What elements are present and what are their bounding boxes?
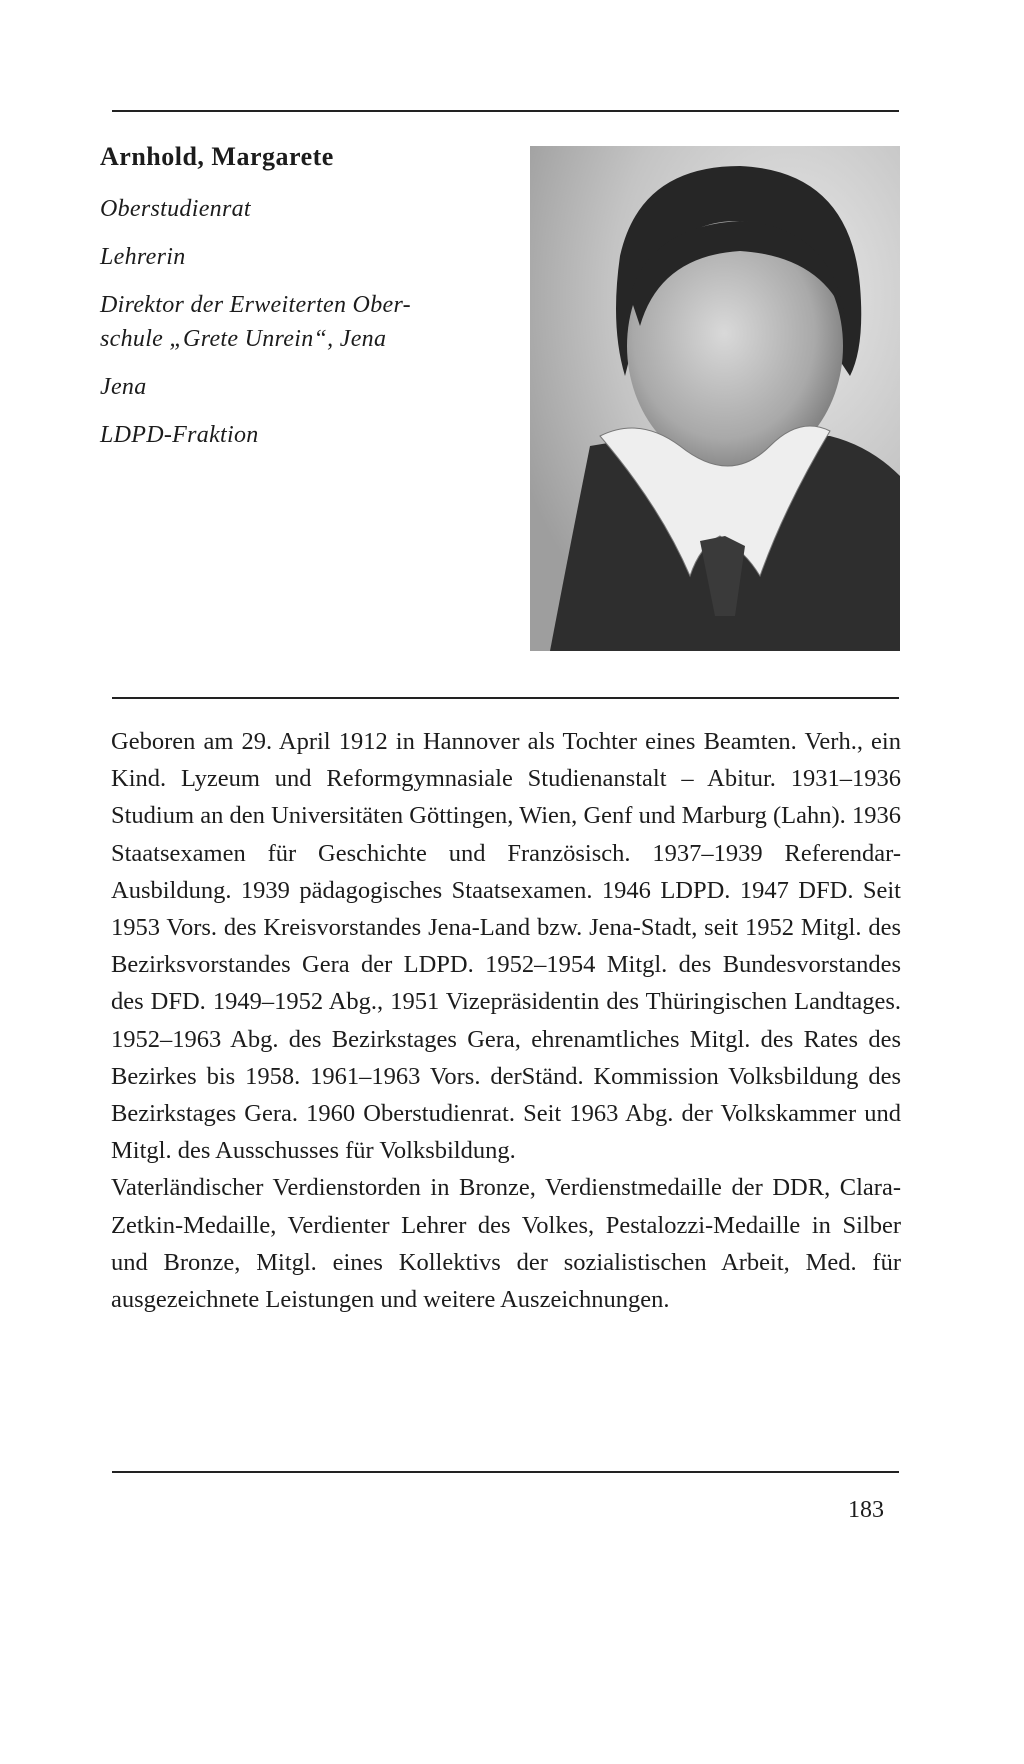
portrait-illustration [530, 146, 900, 651]
top-rule [112, 110, 899, 112]
person-profession: Lehrerin [100, 244, 186, 270]
position-line-2: schule „Grete Unrein“, Jena [100, 326, 387, 352]
awards-paragraph: Vaterländischer Verdienstorden in Bronze, Verdienstmedaille der DDR, Clara-Zetkin-Medaille, Verdienter Lehrer des Volkes, Pestalozzi-Medaille in Silber und Bronze, Mitgl. eines Kollektivs der sozialistischen Arbeit, Med. für ausgezeichnete Leistungen und weitere Auszeichnungen. [111, 1174, 901, 1314]
biography-paragraph: Geboren am 29. April 1912 in Hannover als Tochter eines Beamten. Verh., ein Kind. Lyzeum und Reformgymnasiale Studienanstalt – Abitur. 1931–1936 Studium an den Universitäten Göttingen, Wien, Genf und Marburg (Lahn). 1936 Staatsexamen für Geschichte und Französisch. 1937–1939 Referendar-Ausbildung. 1939 pädagogisches Staatsexamen. 1946 LDPD. 1947 DFD. Seit 1953 Vors. des Kreisvorstandes Jena-Land bzw. Jena-Stadt, seit 1952 Mitgl. des Bezirksvorstandes Gera der LDPD. 1952–1954 Mitgl. des Bundesvorstandes des DFD. 1949–1952 Abg., 1951 Vizepräsidentin des Thüringischen Landtages. 1952–1963 Abg. des Bezirkstages Gera, ehrenamtliches Mitgl. des Rates des Bezirkes bis 1958. 1961–1963 Vors. derStänd. Kommission Volksbildung des Bezirkstages Gera. 1960 Oberstudienrat. Seit 1963 Abg. der Volkskammer und Mitgl. des Ausschusses für Volksbildung. [111, 728, 901, 1165]
middle-rule [112, 697, 899, 699]
bottom-rule [112, 1471, 899, 1473]
entry-header [100, 140, 500, 466]
person-position [100, 288, 500, 356]
position-line-1: Direktor der Erweiterten Ober- [100, 292, 411, 318]
page-number: 183 [848, 1497, 884, 1523]
person-faction: LDPD-Fraktion [100, 422, 259, 448]
person-city: Jena [100, 374, 147, 400]
person-title: Oberstudienrat [100, 196, 251, 222]
biography [111, 723, 901, 1318]
person-name: Arnhold, Margarete [100, 142, 334, 171]
portrait-photo [530, 146, 900, 651]
